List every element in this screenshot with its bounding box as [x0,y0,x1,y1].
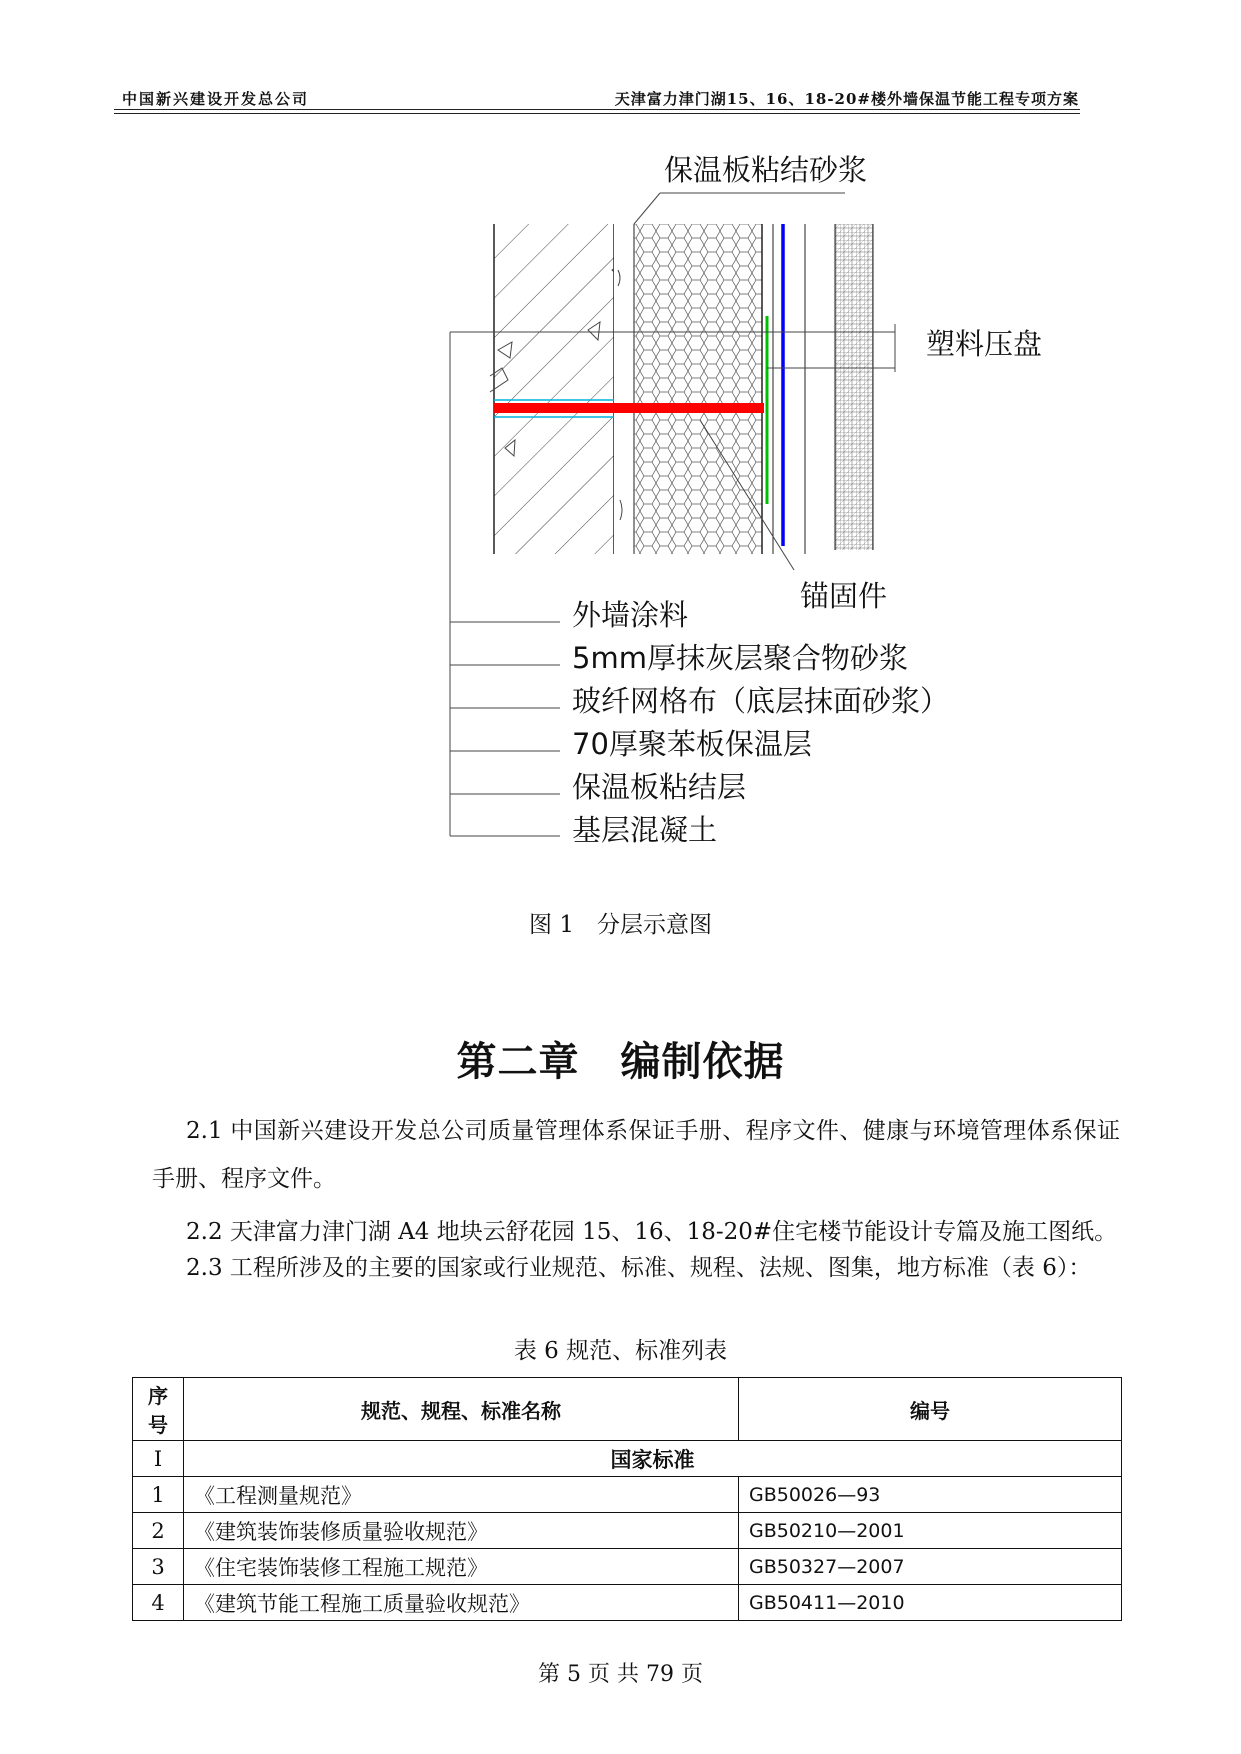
section-no: I [133,1441,184,1477]
label-layer-2: 5mm厚抹灰层聚合物砂浆 [572,641,908,675]
paragraph-2-3: 2.3 工程所涉及的主要的国家或行业规范、标准、规程、法规、图集，地方标准（表 6）： [186,1255,1092,1281]
chapter-title: 第二章 编制依据 [456,1039,785,1085]
row-name: 《建筑装饰装修质量验收规范》 [184,1513,739,1549]
table-caption: 表 6 规范、标准列表 [513,1338,728,1364]
figure-caption: 图 1 分层示意图 [529,912,712,938]
label-plastic-disc: 塑料压盘 [926,327,1043,361]
row-code: GB50026—93 [739,1477,1122,1513]
header-name: 规范、规程、标准名称 [184,1378,739,1441]
label-layer-6: 基层混凝土 [572,813,718,847]
header-doc-title: 天津富力津门湖15、16、18-20#楼外墙保温节能工程专项方案 [614,90,1079,108]
paragraph-2-2-2-3 [152,1214,1120,1286]
row-no: 1 [133,1477,184,1513]
adhesive-layer [614,224,634,554]
table-section-row [133,1441,1122,1477]
label-layer-5: 保温板粘结层 [572,770,747,804]
row-code: GB50210—2001 [739,1513,1122,1549]
eps-insulation-layer [634,224,762,554]
label-layer-4: 70厚聚苯板保温层 [572,727,812,761]
header-no: 序号 [133,1378,184,1441]
row-code: GB50327—2007 [739,1549,1122,1585]
header-code: 编号 [739,1378,1122,1441]
table-row [133,1477,1122,1513]
row-no: 3 [133,1549,184,1585]
header-company: 中国新兴建设开发总公司 [122,90,310,108]
concrete-layer [494,224,614,554]
row-code: GB50411—2010 [739,1585,1122,1621]
finish-layer [835,224,873,550]
paragraph-2-1: 2.1 中国新兴建设开发总公司质量管理体系保证手册、程序文件、健康与环境管理体系保证手册、程序文件。 [152,1118,1120,1192]
row-name: 《工程测量规范》 [184,1477,739,1513]
row-no: 4 [133,1585,184,1621]
row-no: 2 [133,1513,184,1549]
table-row [133,1585,1122,1621]
row-name: 《住宅装饰装修工程施工规范》 [184,1549,739,1585]
label-anchor: 锚固件 [800,579,888,613]
section-title: 国家标准 [184,1441,1122,1477]
label-layer-3: 玻纤网格布（底层抹面砂浆） [572,684,950,718]
standards-table [132,1377,1122,1621]
row-name: 《建筑节能工程施工质量验收规范》 [184,1585,739,1621]
label-adhesive-mortar: 保温板粘结砂浆 [664,153,868,187]
table-row [133,1549,1122,1585]
label-layer-1: 外墙涂料 [572,598,689,632]
table-row [133,1513,1122,1549]
paragraph-2-2: 2.2 天津富力津门湖 A4 地块云舒花园 15、16、18-20#住宅楼节能设计专篇及施工图纸。 [186,1219,1118,1245]
table-header-row [133,1378,1122,1441]
anchor-bolt [494,403,764,413]
page-footer: 第 5 页 共 79 页 [538,1662,703,1687]
